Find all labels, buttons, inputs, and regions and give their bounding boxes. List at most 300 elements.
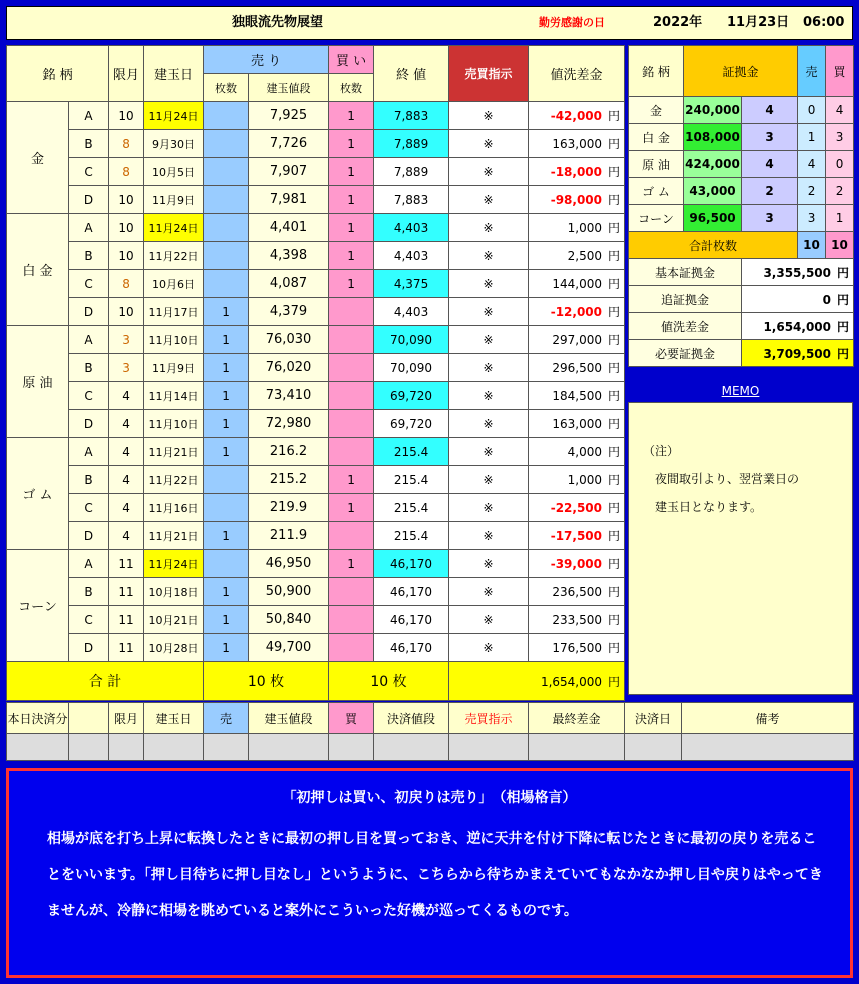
open-price[interactable]: 50,900 bbox=[249, 578, 329, 606]
contract-month: 4 bbox=[109, 438, 144, 466]
yen-unit: 円 bbox=[608, 277, 621, 291]
contract-month: 4 bbox=[109, 494, 144, 522]
table-row bbox=[7, 382, 625, 410]
close-price: 4,403 bbox=[374, 242, 449, 270]
margin-count: 3 bbox=[742, 124, 798, 151]
table-row bbox=[7, 354, 625, 382]
position-diff bbox=[529, 186, 625, 214]
buy-count[interactable]: 1 bbox=[329, 158, 374, 186]
margin-total-buy: 10 bbox=[826, 232, 854, 259]
contract-month: 4 bbox=[109, 410, 144, 438]
col-month: 限月 bbox=[109, 46, 144, 102]
date-label: 11月23日 bbox=[727, 15, 790, 30]
instruction-mark[interactable]: ※ bbox=[449, 130, 529, 158]
buy-count[interactable] bbox=[329, 438, 374, 466]
col-open-date: 建玉日 bbox=[144, 46, 204, 102]
yen-unit: 円 bbox=[608, 473, 621, 487]
buy-count[interactable] bbox=[329, 606, 374, 634]
col-open-price: 建玉値段 bbox=[249, 74, 329, 102]
close-price: 215.4 bbox=[374, 466, 449, 494]
diff-value: 176,500 bbox=[552, 641, 603, 655]
open-price[interactable]: 215.2 bbox=[249, 466, 329, 494]
close-price: 70,090 bbox=[374, 354, 449, 382]
sell-count[interactable]: 1 bbox=[204, 410, 249, 438]
instruction-mark[interactable]: ※ bbox=[449, 550, 529, 578]
buy-count[interactable] bbox=[329, 354, 374, 382]
open-date: 11月21日 bbox=[144, 438, 204, 466]
margin-sell: 2 bbox=[798, 178, 826, 205]
sell-count[interactable] bbox=[204, 186, 249, 214]
col-brand: 銘 柄 bbox=[7, 46, 109, 102]
contract-month: 11 bbox=[109, 634, 144, 662]
margin-col-buy: 買 bbox=[826, 46, 854, 97]
series-label: A bbox=[69, 326, 109, 354]
open-price[interactable]: 7,981 bbox=[249, 186, 329, 214]
close-price: 70,090 bbox=[374, 326, 449, 354]
buy-count[interactable] bbox=[329, 382, 374, 410]
open-price[interactable]: 211.9 bbox=[249, 522, 329, 550]
diff-value: 184,500 bbox=[552, 389, 603, 403]
settle-col bbox=[69, 703, 109, 734]
open-date: 11月17日 bbox=[144, 298, 204, 326]
yen-unit: 円 bbox=[608, 585, 621, 599]
sell-count[interactable]: 1 bbox=[204, 326, 249, 354]
series-label: D bbox=[69, 186, 109, 214]
margin-brand: コーン bbox=[629, 205, 684, 232]
close-price: 69,720 bbox=[374, 382, 449, 410]
open-price[interactable]: 7,907 bbox=[249, 158, 329, 186]
diff-value: 233,500 bbox=[552, 613, 603, 627]
series-label: D bbox=[69, 634, 109, 662]
position-diff bbox=[529, 214, 625, 242]
summary-value bbox=[742, 313, 854, 340]
memo-line: 建玉日となります。 bbox=[643, 500, 763, 514]
sell-count[interactable]: 1 bbox=[204, 438, 249, 466]
contract-month: 10 bbox=[109, 102, 144, 130]
memo-link[interactable]: MEMO bbox=[721, 384, 760, 398]
open-price[interactable]: 72,980 bbox=[249, 410, 329, 438]
position-diff bbox=[529, 438, 625, 466]
margin-brand: 金 bbox=[629, 97, 684, 124]
contract-month: 3 bbox=[109, 354, 144, 382]
contract-month: 10 bbox=[109, 214, 144, 242]
sell-count[interactable]: 1 bbox=[204, 578, 249, 606]
open-price[interactable]: 4,379 bbox=[249, 298, 329, 326]
buy-count[interactable] bbox=[329, 634, 374, 662]
position-diff bbox=[529, 578, 625, 606]
table-row bbox=[7, 186, 625, 214]
margin-brand: ゴ ム bbox=[629, 178, 684, 205]
open-price[interactable]: 7,726 bbox=[249, 130, 329, 158]
open-date: 11月10日 bbox=[144, 326, 204, 354]
open-date: 11月21日 bbox=[144, 522, 204, 550]
margin-value: 424,000 bbox=[684, 151, 742, 178]
series-label: C bbox=[69, 270, 109, 298]
open-price[interactable]: 73,410 bbox=[249, 382, 329, 410]
brand-name: コーン bbox=[7, 550, 69, 662]
margin-sell: 4 bbox=[798, 151, 826, 178]
summary-value-text: 1,654,000 bbox=[763, 319, 832, 334]
margin-total-label: 合計枚数 bbox=[629, 232, 798, 259]
brand-name: 白 金 bbox=[7, 214, 69, 326]
settle-cell[interactable] bbox=[7, 734, 69, 761]
margin-row bbox=[629, 124, 854, 151]
contract-month: 11 bbox=[109, 550, 144, 578]
series-label: C bbox=[69, 494, 109, 522]
open-price[interactable]: 76,030 bbox=[249, 326, 329, 354]
close-price: 215.4 bbox=[374, 522, 449, 550]
settle-cell[interactable] bbox=[329, 734, 374, 761]
sell-count[interactable] bbox=[204, 466, 249, 494]
total-diff bbox=[449, 662, 625, 701]
open-date: 10月5日 bbox=[144, 158, 204, 186]
brand-name: ゴ ム bbox=[7, 438, 69, 550]
instruction-mark[interactable]: ※ bbox=[449, 102, 529, 130]
summary-value bbox=[742, 259, 854, 286]
settle-col: 建玉値段 bbox=[249, 703, 329, 734]
margin-value: 240,000 bbox=[684, 97, 742, 124]
sell-count[interactable]: 1 bbox=[204, 382, 249, 410]
buy-count[interactable]: 1 bbox=[329, 494, 374, 522]
instruction-mark[interactable]: ※ bbox=[449, 438, 529, 466]
instruction-mark[interactable]: ※ bbox=[449, 298, 529, 326]
margin-value: 96,500 bbox=[684, 205, 742, 232]
margin-row bbox=[629, 205, 854, 232]
open-price[interactable]: 216.2 bbox=[249, 438, 329, 466]
buy-count[interactable]: 1 bbox=[329, 270, 374, 298]
trade-instruction-button[interactable]: 売買指示 bbox=[449, 46, 529, 102]
series-label: C bbox=[69, 606, 109, 634]
open-price[interactable]: 4,398 bbox=[249, 242, 329, 270]
sell-count[interactable] bbox=[204, 494, 249, 522]
open-price[interactable]: 76,020 bbox=[249, 354, 329, 382]
open-price[interactable]: 219.9 bbox=[249, 494, 329, 522]
sell-count[interactable] bbox=[204, 102, 249, 130]
close-price: 7,883 bbox=[374, 102, 449, 130]
summary-value-text: 0 bbox=[822, 292, 832, 307]
instruction-mark[interactable]: ※ bbox=[449, 410, 529, 438]
close-price: 4,403 bbox=[374, 298, 449, 326]
summary-row bbox=[629, 313, 854, 340]
settle-cell[interactable] bbox=[449, 734, 529, 761]
buy-count[interactable] bbox=[329, 326, 374, 354]
margin-count: 2 bbox=[742, 178, 798, 205]
table-row bbox=[7, 326, 625, 354]
col-sell: 売 り bbox=[204, 46, 329, 74]
sell-count[interactable]: 1 bbox=[204, 354, 249, 382]
brand-name: 金 bbox=[7, 102, 69, 214]
total-sell: 10 枚 bbox=[204, 662, 329, 701]
position-diff bbox=[529, 522, 625, 550]
margin-buy: 0 bbox=[826, 151, 854, 178]
table-row bbox=[7, 158, 625, 186]
settle-cell[interactable] bbox=[374, 734, 449, 761]
contract-month: 10 bbox=[109, 186, 144, 214]
buy-count[interactable]: 1 bbox=[329, 242, 374, 270]
open-price[interactable]: 4,401 bbox=[249, 214, 329, 242]
diff-value: -42,000 bbox=[550, 109, 603, 123]
summary-row bbox=[629, 259, 854, 286]
table-row bbox=[7, 270, 625, 298]
margin-brand: 白 金 bbox=[629, 124, 684, 151]
open-price[interactable]: 50,840 bbox=[249, 606, 329, 634]
diff-value: 2,500 bbox=[567, 249, 603, 263]
diff-value: 297,000 bbox=[552, 333, 603, 347]
margin-buy: 2 bbox=[826, 178, 854, 205]
summary-row bbox=[629, 286, 854, 313]
summary-label: 必要証拠金 bbox=[629, 340, 742, 367]
instruction-mark[interactable]: ※ bbox=[449, 214, 529, 242]
summary-value bbox=[742, 340, 854, 367]
margin-col-sell: 売 bbox=[798, 46, 826, 97]
buy-count[interactable]: 1 bbox=[329, 102, 374, 130]
settle-cell[interactable] bbox=[204, 734, 249, 761]
instruction-mark[interactable]: ※ bbox=[449, 270, 529, 298]
close-price: 7,889 bbox=[374, 158, 449, 186]
open-date: 11月10日 bbox=[144, 410, 204, 438]
open-date: 11月14日 bbox=[144, 382, 204, 410]
yen-unit: 円 bbox=[608, 501, 621, 515]
margin-row bbox=[629, 97, 854, 124]
settle-col: 建玉日 bbox=[144, 703, 204, 734]
instruction-mark[interactable]: ※ bbox=[449, 158, 529, 186]
table-row bbox=[7, 130, 625, 158]
margin-total-row bbox=[629, 232, 854, 259]
instruction-mark[interactable]: ※ bbox=[449, 606, 529, 634]
buy-count[interactable]: 1 bbox=[329, 214, 374, 242]
yen-unit: 円 bbox=[608, 165, 621, 179]
yen-unit: 円 bbox=[608, 333, 621, 347]
open-price[interactable]: 46,950 bbox=[249, 550, 329, 578]
table-row bbox=[7, 494, 625, 522]
sell-count[interactable]: 1 bbox=[204, 634, 249, 662]
time-label: 06:00 bbox=[803, 15, 845, 30]
settle-col: 本日決済分 bbox=[7, 703, 69, 734]
margin-sell: 0 bbox=[798, 97, 826, 124]
summary-label: 追証拠金 bbox=[629, 286, 742, 313]
diff-value: -12,000 bbox=[550, 305, 603, 319]
buy-count[interactable]: 1 bbox=[329, 550, 374, 578]
yen-unit: 円 bbox=[837, 292, 850, 307]
margin-value: 43,000 bbox=[684, 178, 742, 205]
series-label: D bbox=[69, 410, 109, 438]
instruction-mark[interactable]: ※ bbox=[449, 326, 529, 354]
series-label: A bbox=[69, 550, 109, 578]
margin-col-margin: 証拠金 bbox=[684, 46, 798, 97]
yen-unit: 円 bbox=[837, 346, 850, 361]
yen-unit: 円 bbox=[608, 137, 621, 151]
margin-count: 4 bbox=[742, 151, 798, 178]
open-date: 11月22日 bbox=[144, 466, 204, 494]
buy-count[interactable] bbox=[329, 522, 374, 550]
settle-cell[interactable] bbox=[625, 734, 682, 761]
col-close: 終 値 bbox=[374, 46, 449, 102]
position-diff bbox=[529, 494, 625, 522]
close-price: 46,170 bbox=[374, 578, 449, 606]
table-row bbox=[7, 634, 625, 662]
position-diff bbox=[529, 326, 625, 354]
open-date: 10月21日 bbox=[144, 606, 204, 634]
proverb-box bbox=[6, 768, 853, 978]
position-diff bbox=[529, 242, 625, 270]
open-date: 11月9日 bbox=[144, 186, 204, 214]
total-row bbox=[7, 662, 625, 701]
summary-label: 値洗差金 bbox=[629, 313, 742, 340]
series-label: B bbox=[69, 130, 109, 158]
settle-col: 売買指示 bbox=[449, 703, 529, 734]
diff-value: 163,000 bbox=[552, 137, 603, 151]
buy-count[interactable]: 1 bbox=[329, 186, 374, 214]
margin-col-brand: 銘 柄 bbox=[629, 46, 684, 97]
yen-unit: 円 bbox=[608, 109, 621, 123]
title-bar bbox=[6, 6, 853, 40]
margin-total-sell: 10 bbox=[798, 232, 826, 259]
instruction-mark[interactable]: ※ bbox=[449, 354, 529, 382]
series-label: B bbox=[69, 466, 109, 494]
open-date: 11月16日 bbox=[144, 494, 204, 522]
series-label: D bbox=[69, 522, 109, 550]
contract-month: 8 bbox=[109, 130, 144, 158]
sell-count[interactable] bbox=[204, 270, 249, 298]
table-row bbox=[7, 550, 625, 578]
position-diff bbox=[529, 270, 625, 298]
open-price[interactable]: 49,700 bbox=[249, 634, 329, 662]
diff-value: 163,000 bbox=[552, 417, 603, 431]
proverb-title: 「初押しは買い、初戻りは売り」 （相場格言） bbox=[282, 790, 577, 806]
buy-count[interactable] bbox=[329, 298, 374, 326]
series-label: C bbox=[69, 382, 109, 410]
close-price: 4,403 bbox=[374, 214, 449, 242]
sell-count[interactable]: 1 bbox=[204, 298, 249, 326]
open-date: 11月24日 bbox=[144, 550, 204, 578]
open-date: 10月18日 bbox=[144, 578, 204, 606]
close-price: 215.4 bbox=[374, 494, 449, 522]
margin-table bbox=[628, 45, 854, 367]
brand-name: 原 油 bbox=[7, 326, 69, 438]
contract-month: 3 bbox=[109, 326, 144, 354]
series-label: B bbox=[69, 354, 109, 382]
margin-count: 4 bbox=[742, 97, 798, 124]
series-label: D bbox=[69, 298, 109, 326]
diff-value: 1,000 bbox=[567, 221, 603, 235]
table-row bbox=[7, 578, 625, 606]
table-row bbox=[7, 214, 625, 242]
instruction-mark[interactable]: ※ bbox=[449, 186, 529, 214]
summary-value-text: 3,355,500 bbox=[763, 265, 832, 280]
position-diff bbox=[529, 606, 625, 634]
yen-unit: 円 bbox=[608, 613, 621, 627]
instruction-mark[interactable]: ※ bbox=[449, 242, 529, 270]
yen-unit: 円 bbox=[837, 319, 850, 334]
position-diff bbox=[529, 382, 625, 410]
instruction-mark[interactable]: ※ bbox=[449, 522, 529, 550]
series-label: B bbox=[69, 578, 109, 606]
yen-unit: 円 bbox=[608, 389, 621, 403]
settle-cell[interactable] bbox=[109, 734, 144, 761]
series-label: A bbox=[69, 214, 109, 242]
contract-month: 10 bbox=[109, 242, 144, 270]
table-row bbox=[7, 522, 625, 550]
settle-cell[interactable] bbox=[682, 734, 854, 761]
sell-count[interactable] bbox=[204, 158, 249, 186]
positions-table bbox=[6, 45, 625, 701]
margin-value: 108,000 bbox=[684, 124, 742, 151]
close-price: 46,170 bbox=[374, 634, 449, 662]
position-diff bbox=[529, 410, 625, 438]
instruction-mark[interactable]: ※ bbox=[449, 578, 529, 606]
diff-value: -39,000 bbox=[550, 557, 603, 571]
diff-value: -22,500 bbox=[550, 501, 603, 515]
position-diff bbox=[529, 354, 625, 382]
col-sell-count: 枚数 bbox=[204, 74, 249, 102]
close-price: 4,375 bbox=[374, 270, 449, 298]
summary-row bbox=[629, 340, 854, 367]
instruction-mark[interactable]: ※ bbox=[449, 382, 529, 410]
table-row bbox=[7, 410, 625, 438]
sell-count[interactable] bbox=[204, 130, 249, 158]
instruction-mark[interactable]: ※ bbox=[449, 634, 529, 662]
sell-count[interactable] bbox=[204, 242, 249, 270]
margin-sell: 1 bbox=[798, 124, 826, 151]
settle-col: 売 bbox=[204, 703, 249, 734]
table-row bbox=[7, 466, 625, 494]
settle-col: 決済日 bbox=[625, 703, 682, 734]
memo-box bbox=[628, 402, 853, 695]
settle-cell[interactable] bbox=[69, 734, 109, 761]
contract-month: 8 bbox=[109, 158, 144, 186]
table-row bbox=[7, 606, 625, 634]
diff-value: -17,500 bbox=[550, 529, 603, 543]
settle-col: 決済値段 bbox=[374, 703, 449, 734]
sell-count[interactable]: 1 bbox=[204, 606, 249, 634]
settle-cell[interactable] bbox=[249, 734, 329, 761]
memo-line: 夜間取引より、翌営業日の bbox=[643, 472, 800, 486]
yen-unit: 円 bbox=[608, 641, 621, 655]
sell-count[interactable] bbox=[204, 214, 249, 242]
position-diff bbox=[529, 634, 625, 662]
yen-unit: 円 bbox=[608, 445, 621, 459]
sell-count[interactable]: 1 bbox=[204, 522, 249, 550]
contract-month: 4 bbox=[109, 466, 144, 494]
page-title: 独眼流先物展望 bbox=[232, 15, 324, 30]
buy-count[interactable]: 1 bbox=[329, 130, 374, 158]
buy-count[interactable] bbox=[329, 410, 374, 438]
open-date: 11月24日 bbox=[144, 102, 204, 130]
close-price: 7,883 bbox=[374, 186, 449, 214]
sell-count[interactable] bbox=[204, 550, 249, 578]
open-price[interactable]: 7,925 bbox=[249, 102, 329, 130]
series-label: A bbox=[69, 102, 109, 130]
settle-cell[interactable] bbox=[144, 734, 204, 761]
yen-unit: 円 bbox=[608, 417, 621, 431]
settlement-table bbox=[6, 702, 854, 761]
buy-count[interactable] bbox=[329, 578, 374, 606]
open-price[interactable]: 4,087 bbox=[249, 270, 329, 298]
yen-unit: 円 bbox=[837, 265, 850, 280]
table-row bbox=[7, 242, 625, 270]
buy-count[interactable]: 1 bbox=[329, 466, 374, 494]
open-date: 11月22日 bbox=[144, 242, 204, 270]
margin-row bbox=[629, 178, 854, 205]
instruction-mark[interactable]: ※ bbox=[449, 494, 529, 522]
settle-cell[interactable] bbox=[529, 734, 625, 761]
yen-unit: 円 bbox=[608, 193, 621, 207]
instruction-mark[interactable]: ※ bbox=[449, 466, 529, 494]
series-label: A bbox=[69, 438, 109, 466]
settle-col: 買 bbox=[329, 703, 374, 734]
settle-col: 備考 bbox=[682, 703, 854, 734]
contract-month: 10 bbox=[109, 298, 144, 326]
